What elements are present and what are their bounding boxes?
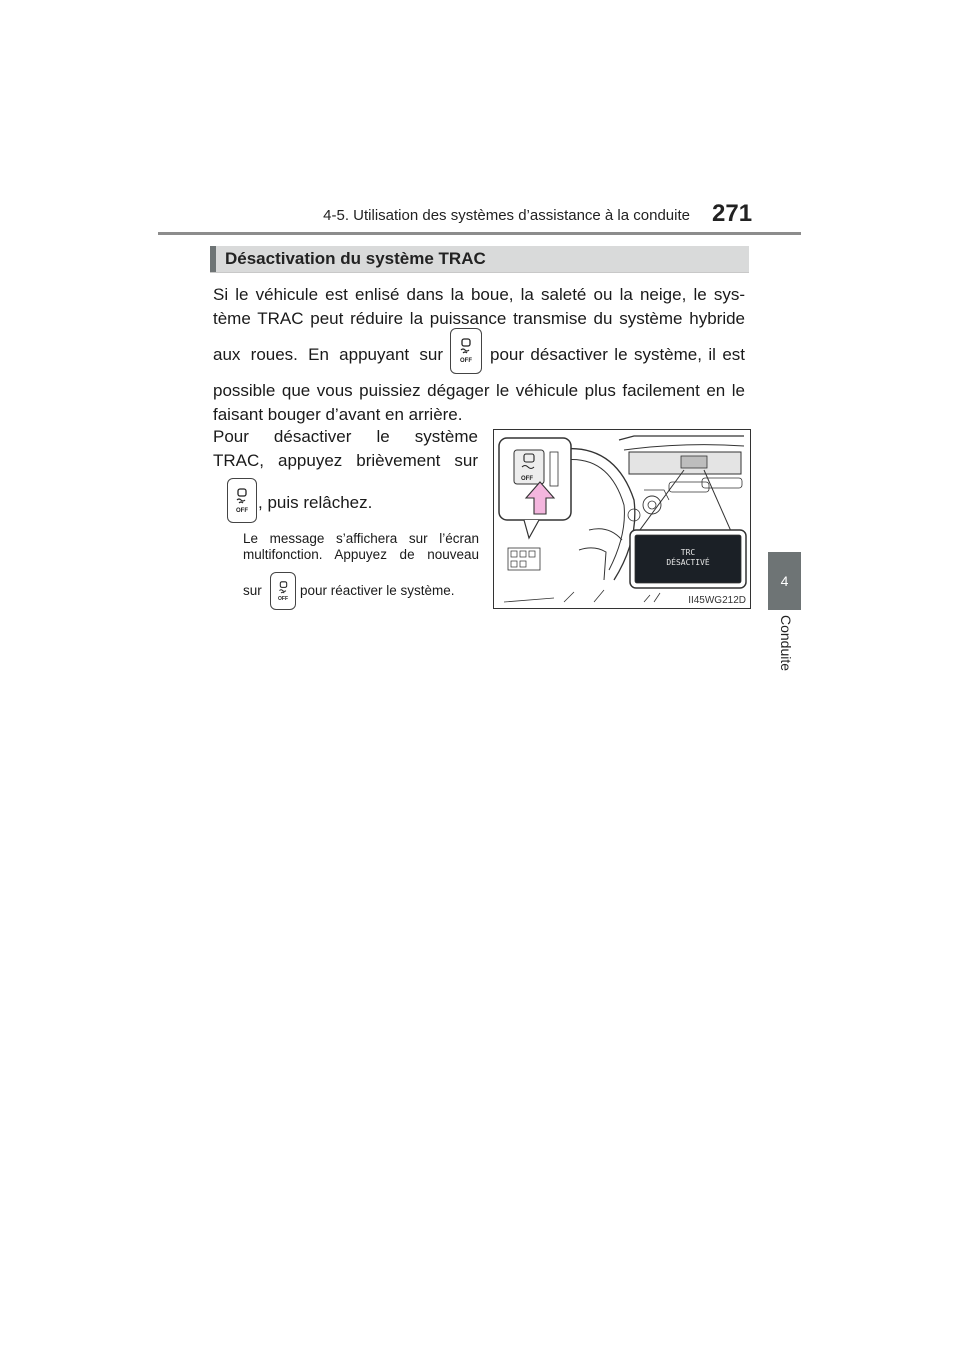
intro-line-4: possible que vous puissiez dégager le véhicule plus facilement en le — [213, 381, 745, 400]
dashboard-illustration — [494, 430, 750, 608]
chapter-label: Conduite — [778, 615, 794, 672]
note-line-1: Le message s’affichera sur l’écran — [243, 531, 479, 546]
page-number: 271 — [712, 200, 753, 227]
intro-line-3a: aux roues. En appuyant sur — [213, 345, 443, 364]
screen-line-2: DÉSACTIVÉ — [666, 558, 710, 567]
intro-line-1: Si le véhicule est enlisé dans la boue, la saleté ou la neige, le sys- — [213, 285, 745, 304]
step-line-1: Pour désactiver le système — [213, 427, 478, 446]
trac-off-icon — [458, 338, 474, 358]
section-marker — [210, 246, 216, 272]
button-label: OFF — [278, 595, 288, 602]
step-line-3: , puis relâchez. — [258, 493, 373, 512]
note-line-2: multifonction. Appuyez de nouveau — [243, 547, 479, 562]
step-line-2: TRAC, appuyez brièvement sur — [213, 451, 478, 470]
button-label: OFF — [236, 507, 248, 514]
trac-off-button-icon — [450, 328, 482, 374]
trac-off-button-icon-3 — [270, 572, 296, 610]
intro-line-3b: pour désactiver le système, il est — [490, 345, 745, 364]
intro-line-5: faisant bouger d’avant en arrière. — [213, 405, 463, 424]
section-heading — [210, 246, 749, 273]
figure-code: II45WG212D — [688, 595, 746, 606]
trac-off-icon — [277, 581, 290, 597]
running-header: 4-5. Utilisation des systèmes d’assistance à la conduite — [323, 207, 690, 224]
callout-off-label: OFF — [521, 476, 533, 482]
screen-line-1: TRC — [680, 548, 696, 557]
trac-off-button-icon-2 — [227, 478, 257, 523]
note-line-3b: pour réactiver le système. — [300, 583, 455, 598]
intro-line-2: tème TRAC peut réduire la puissance transmise du système hybride — [213, 309, 745, 328]
note-line-3a: sur — [243, 583, 262, 598]
section-title: Désactivation du système TRAC — [225, 249, 486, 268]
chapter-tab: 4 — [768, 552, 801, 610]
trac-off-icon — [234, 488, 250, 508]
dashboard-figure — [493, 429, 751, 609]
button-label: OFF — [460, 358, 472, 364]
header-rule — [158, 232, 801, 235]
